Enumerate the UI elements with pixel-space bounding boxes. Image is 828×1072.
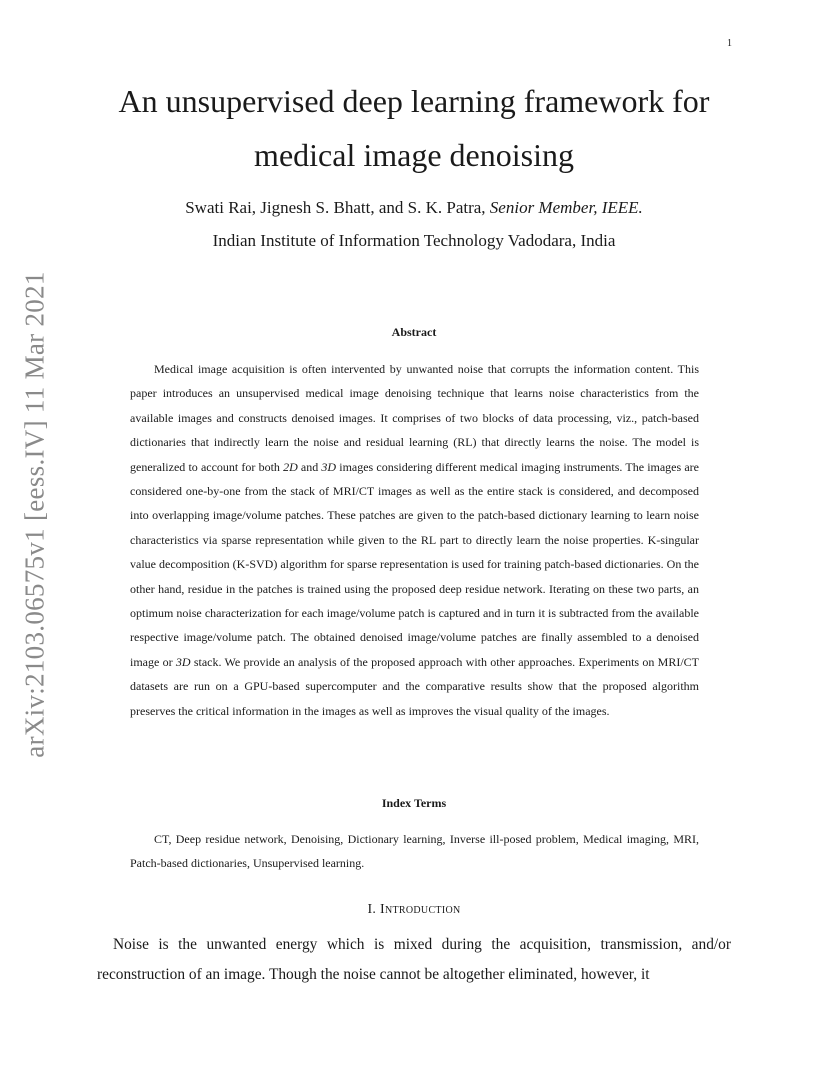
paper-title-line-2: medical image denoising [254, 137, 574, 173]
arxiv-identifier-text: arXiv:2103.06575v1 [eess.IV] 11 Mar 2021 [19, 270, 50, 758]
author-list [60, 196, 768, 220]
math-3d-stack: 3D [175, 654, 191, 669]
math-3d: 3D [321, 459, 337, 474]
arxiv-identifier-stamp [18, 270, 52, 758]
page-number: 1 [727, 38, 732, 49]
paper-title-line-1: An unsupervised deep learning framework for [118, 83, 710, 119]
index-terms-text: CT, Deep residue network, Denoising, Dictionary learning, Inverse ill-posed problem, Medical imaging, MRI, Patch-based dictionaries, Unsupervised learning. [130, 832, 699, 871]
author-membership: Senior Member, IEEE. [489, 198, 643, 217]
index-terms-heading: Index Terms [381, 796, 447, 810]
introduction-heading: I. Introduction [367, 902, 461, 917]
abstract-heading: Abstract [391, 325, 437, 339]
abstract-text-part-4: stack. We provide an analysis of the proposed approach with other approaches. Experiments on MRI/CT datasets are run on a GPU-based supercomputer and the comparative results show that the proposed algorithm preserves the critical information in the images as well as improves the visual quality of the images. [130, 654, 699, 718]
author-names: Swati Rai, Jignesh S. Bhatt, and S. K. Patra, [185, 198, 486, 217]
paper-title [60, 74, 768, 182]
abstract-text-part-1: Medical image acquisition is often intervented by unwanted noise that corrupts the information content. This paper introduces an unsupervised medical image denoising technique that learns noise characteristics from the available images and constructs denoised images. It comprises of two blocks of data processing, viz., patch-based dictionaries that indirectly learn the noise and residual learning (RL) that directly learns the noise. The model is generalized to account for both [130, 362, 699, 474]
abstract-text [130, 357, 699, 723]
abstract-text-part-2: and [297, 459, 322, 474]
introduction-text: Noise is the unwanted energy which is mixed during the acquisition, transmission, and/or reconstruction of an image. Though the noise cannot be altogether eliminated, however, it [97, 936, 731, 983]
author-affiliation: Indian Institute of Information Technology Vadodara, India [212, 231, 616, 250]
abstract-text-part-3: images considering different medical imaging instruments. The images are considered one-by-one from the stack of MRI/CT images as well as the entire stack is considered, and decomposed into overlapping image/volume patches. These patches are given to the patch-based dictionary learning to learn noise characteristics via sparse representation while given to the RL part to directly learn the noise properties. K-singular value decomposition (K-SVD) algorithm for sparse representation is used for training patch-based dictionaries. On the other hand, residue in the patches is trained using the proposed deep residue network. Iterating on these two parts, an optimum noise characterization for each image/volume patch is captured and in turn it is subtracted from the available respective image/volume patch. The obtained denoised image/volume patches are finally assembled to a denoised image or [130, 459, 699, 669]
math-2d: 2D [283, 459, 298, 474]
